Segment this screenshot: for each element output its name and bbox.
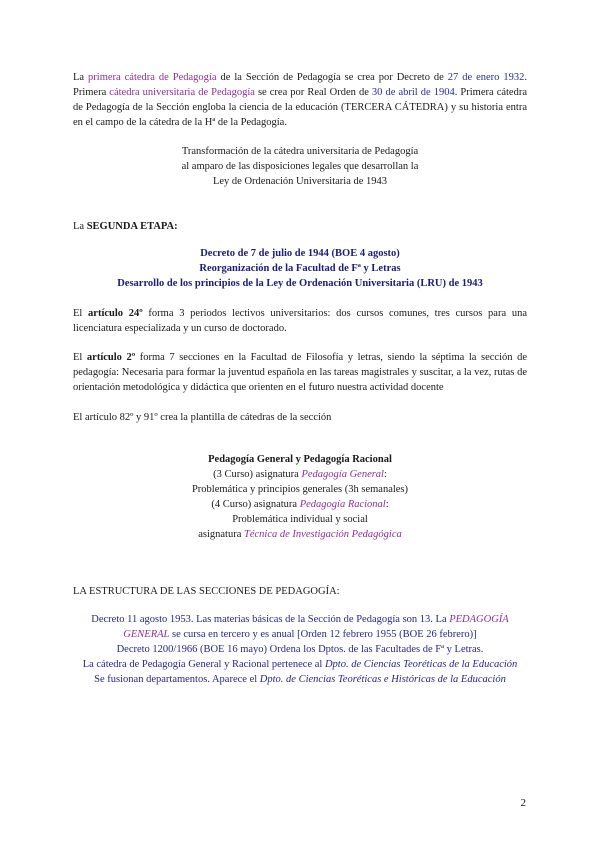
course-text: (4 Curso) asignatura	[211, 499, 300, 510]
article-prefix: El	[73, 308, 89, 319]
course-text: asignatura	[198, 529, 245, 540]
highlight-primera-catedra: primera cátedra de Pedagogía	[88, 72, 217, 83]
heading-prefix: La	[73, 221, 87, 232]
pedagogia-racional-link: Pedagogía Racional	[299, 499, 386, 510]
decreto-line: Desarrollo de los principios de la Ley de Ordenación Universitaria (LRU) de 1943	[117, 278, 483, 289]
estructura-text: Decreto 11 agosto 1953. Las materias básicas de la Sección de Pedagogía son 13. La	[91, 614, 450, 625]
estructura-text: Se fusionan departamentos. Aparece el	[94, 674, 260, 685]
transformation-line: al amparo de las disposiciones legales que desarrollan la	[181, 161, 419, 172]
transformation-line: Transformación de la cátedra universitaria de Pedagogía	[181, 146, 419, 157]
dpto-ciencias-historicas: Dpto. de Ciencias Teoréticas e Históricas de la Educación	[259, 674, 506, 685]
pedagogia-line	[73, 497, 527, 512]
highlight-date-1904: 30 de abril de 1904	[371, 87, 455, 98]
course-text: :	[385, 499, 389, 510]
estructura-text: La cátedra de Pedagogía General y Racional pertenece al	[82, 659, 325, 670]
estructura-line	[73, 672, 527, 687]
intro-text: se crea por Real Orden de	[254, 87, 372, 98]
page-number: 2	[520, 797, 526, 809]
decreto-line: Decreto de 7 de julio de 1944 (BOE 4 agosto)	[200, 248, 400, 259]
article-24-label: artículo 24º	[88, 308, 143, 319]
intro-paragraph	[73, 70, 527, 130]
intro-text: . Primera cátedra de Pedagogía de la Sección engloba la ciencia de la educación (TERCERA CÁTEDRA) y su historia entra en el campo de la cátedra de la Hª de la Pedagogía.	[73, 87, 527, 128]
course-text: :	[383, 469, 387, 480]
transformation-block	[73, 144, 527, 189]
article-2-label: artículo 2º	[86, 352, 136, 363]
estructura-line	[73, 657, 527, 672]
estructura-line: Decreto 1200/1966 (BOE 16 mayo) Ordena los Dptos. de las Facultades de Fª y Letras.	[116, 644, 484, 655]
article-82-paragraph: El artículo 82º y 91º crea la plantilla de cátedras de la sección	[73, 412, 332, 423]
article-2-paragraph	[73, 350, 527, 395]
pedagogia-general-emphasis: PEDAGOGÍA GENERAL	[123, 614, 509, 640]
pedagogia-line	[73, 527, 527, 542]
estructura-line	[73, 612, 527, 642]
article-prefix: El	[73, 352, 87, 363]
intro-text: La	[73, 72, 89, 83]
pedagogia-general-link: Pedagogía General	[301, 469, 384, 480]
article-24-paragraph	[73, 306, 527, 336]
pedagogia-line: Problemática individual y social	[232, 514, 368, 525]
article-24-text: forma 3 periodos lectivos universitarios: dos cursos comunes, tres cursos para una licenciatura especializada y un curso de doctorado.	[73, 308, 527, 334]
pedagogia-block	[73, 452, 527, 542]
highlight-catedra-universitaria: cátedra universitaria de Pedagogía	[109, 87, 255, 98]
decreto-1944-block	[73, 246, 527, 291]
intro-text: . Primera	[73, 72, 528, 98]
transformation-line: Ley de Ordenación Universitaria de 1943	[212, 176, 388, 187]
article-2-text: forma 7 secciones en la Facultad de Filosofía y letras, siendo la séptima la sección de pedagogía: Necesaria para formar la juventud española en las tareas magistrales y suscitar, a la vez, rutas de orientación metodológica y didáctica que orienten en el futuro nuestra actividad docente	[73, 352, 527, 393]
segunda-etapa-heading	[73, 219, 527, 234]
estructura-heading: LA ESTRUCTURA DE LAS SECCIONES DE PEDAGOGÍA:	[73, 586, 340, 597]
estructura-block	[73, 612, 527, 687]
heading-bold: SEGUNDA ETAPA:	[86, 221, 178, 232]
tecnica-investigacion-link: Técnica de Investigación Pedagógica	[244, 529, 402, 540]
pedagogia-line: Problemática y principios generales (3h semanales)	[191, 484, 409, 495]
intro-text: de la Sección de Pedagogía se crea por Decreto de	[216, 72, 448, 83]
estructura-text: se cursa en tercero y es anual [Orden 12 febrero 1955 (BOE 26 febrero)]	[169, 629, 477, 640]
course-text: (3 Curso) asignatura	[213, 469, 302, 480]
dpto-ciencias-teoreticas: Dpto. de Ciencias Teoréticas de la Educación	[324, 659, 518, 670]
pedagogia-title: Pedagogía General y Pedagogía Racional	[208, 454, 392, 465]
decreto-line: Reorganización de la Facultad de Fª y Letras	[199, 263, 401, 274]
highlight-date-1932: 27 de enero 1932	[447, 72, 525, 83]
pedagogia-line	[73, 467, 527, 482]
